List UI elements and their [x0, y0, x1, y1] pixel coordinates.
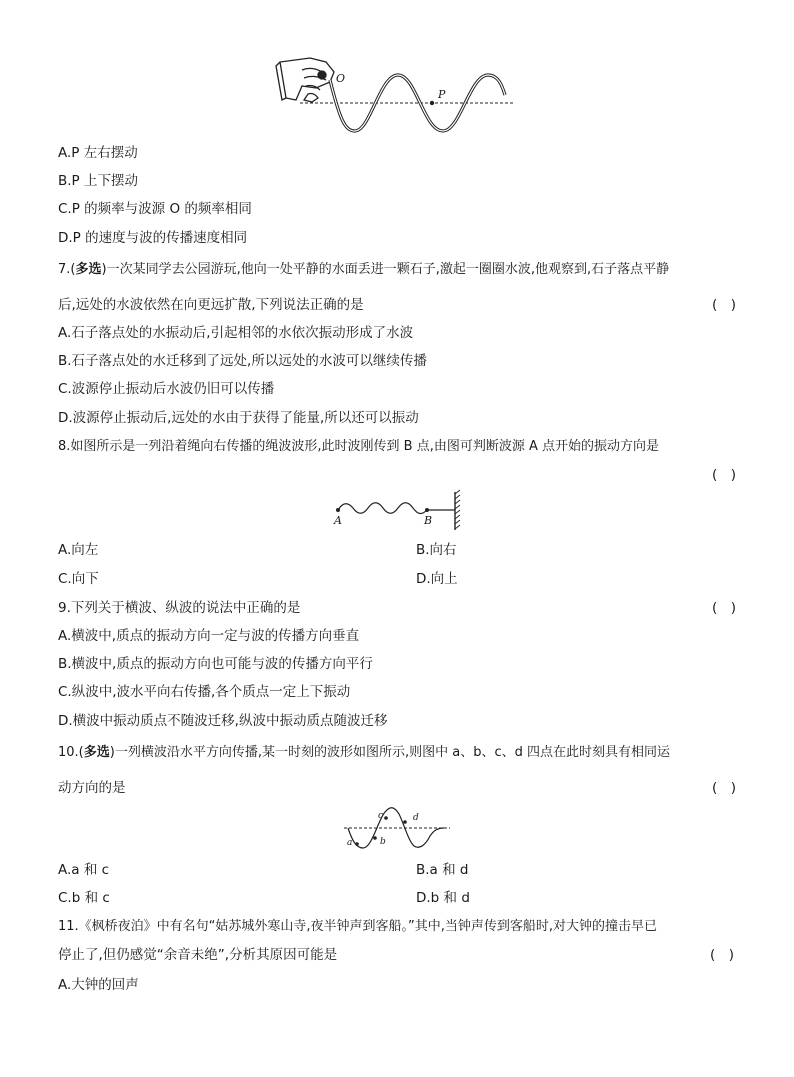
point-a — [336, 508, 340, 512]
label-c: c — [378, 811, 384, 821]
q8-stem-line1: 8.如图所示是一列沿着绳向右传播的绳波波形,此时波刚传到 B 点,由图可判断波源 A 点开始的振动方向是 — [58, 439, 660, 454]
q6-option-a: A.P 左右摆动 — [58, 145, 138, 161]
q9-option-d: D.横波中振动质点不随波迁移,纵波中振动质点随波迁移 — [58, 713, 388, 729]
q9-option-a: A.横波中,质点的振动方向一定与波的传播方向垂直 — [58, 628, 360, 644]
q6-option-d: D.P 的速度与波的传播速度相同 — [58, 230, 248, 246]
hand-icon — [276, 58, 334, 102]
q7-option-b: B.石子落点处的水迁移到了远处,所以远处的水波可以继续传播 — [58, 353, 427, 369]
q11-stem-line1: 11.《枫桥夜泊》中有名句“姑苏城外寒山寺,夜半钟声到客船。”其中,当钟声传到客船时,对大钟的撞击早已 — [58, 919, 658, 934]
q7-multi-tag: 多选 — [75, 262, 102, 277]
label-o: O — [336, 72, 346, 85]
rope-wave-curve — [338, 503, 427, 514]
label-b: B — [424, 514, 433, 527]
q7-answer-paren: ( ) — [711, 297, 736, 313]
q6-option-c: C.P 的频率与波源 O 的频率相同 — [58, 201, 252, 217]
q9-stem-line1: 9.下列关于横波、纵波的说法中正确的是 — [58, 600, 301, 616]
q10-option-d: D.b 和 d — [416, 890, 470, 906]
point-c — [384, 816, 388, 820]
q8-option-a: A.向左 — [58, 542, 99, 558]
q9-option-b: B.横波中,质点的振动方向也可能与波的传播方向平行 — [58, 656, 373, 672]
q10-answer-paren: ( ) — [711, 780, 736, 796]
point-b — [425, 508, 429, 512]
q10-option-b: B.a 和 d — [416, 862, 469, 878]
label-b: b — [380, 837, 386, 847]
q9-answer-paren: ( ) — [711, 600, 736, 616]
q8-option-c: C.向下 — [58, 571, 99, 587]
figure-q6-rope-wave — [0, 0, 794, 140]
figure-q10-transverse-wave — [0, 800, 794, 860]
q10-stem-line1: 10.(多选)一列横波沿水平方向传播,某一时刻的波形如图所示,则图中 a、b、c、d 四点在此时刻具有相同运 — [58, 745, 670, 760]
q8-option-b: B.向右 — [416, 542, 457, 558]
q7-stem-line1: 7.(多选)一次某同学去公园游玩,他向一处平静的水面丢进一颗石子,激起一圈圈水波,他观察到,石子落点平静 — [58, 262, 670, 277]
point-p — [430, 101, 434, 105]
q6-option-b: B.P 上下摆动 — [58, 173, 138, 189]
q11-answer-paren: ( ) — [709, 947, 734, 963]
q7-stem-line2: 后,远处的水波依然在向更远扩散,下列说法正确的是 — [58, 297, 364, 313]
point-a — [355, 842, 359, 846]
q7-option-c: C.波源停止振动后水波仍旧可以传播 — [58, 381, 275, 397]
figure-q8-rope-wave — [0, 488, 794, 548]
label-a: a — [347, 838, 353, 848]
label-d: d — [413, 813, 419, 823]
q10-option-c: C.b 和 c — [58, 890, 110, 906]
wall-hatching — [455, 490, 460, 529]
q10-option-a: A.a 和 c — [58, 862, 110, 878]
label-p: P — [438, 88, 446, 101]
point-b — [373, 836, 377, 840]
q11-option-a: A.大钟的回声 — [58, 977, 139, 993]
q10-multi-tag: 多选 — [83, 745, 110, 760]
q10-stem-line2: 动方向的是 — [58, 780, 126, 796]
label-a: A — [334, 514, 342, 527]
q9-option-c: C.纵波中,波水平向右传播,各个质点一定上下振动 — [58, 684, 351, 700]
q11-stem-line2: 停止了,但仍感觉“余音未绝”,分析其原因可能是 — [58, 947, 338, 963]
q8-option-d: D.向上 — [416, 571, 458, 587]
q7-option-a: A.石子落点处的水振动后,引起相邻的水依次振动形成了水波 — [58, 325, 414, 341]
point-d — [403, 820, 407, 824]
q8-answer-paren: ( ) — [711, 467, 736, 483]
q7-option-d: D.波源停止振动后,远处的水由于获得了能量,所以还可以振动 — [58, 410, 419, 426]
